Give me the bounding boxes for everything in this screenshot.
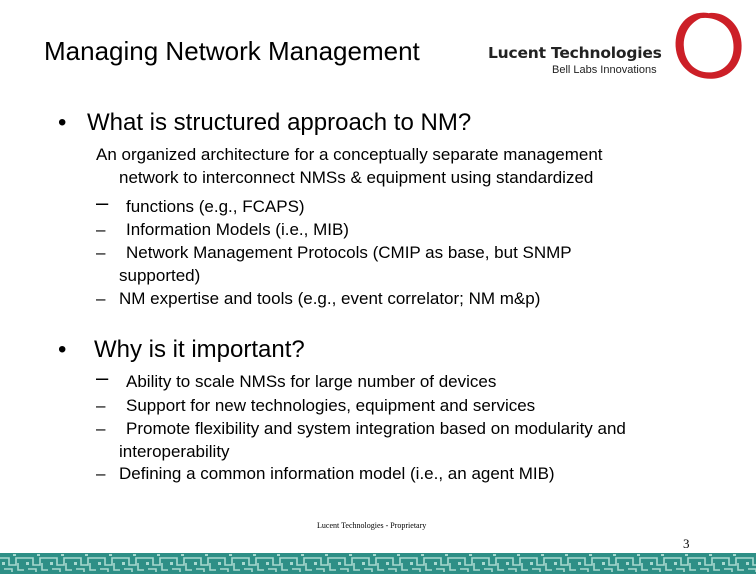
- footer-pattern-strip: [0, 553, 756, 574]
- list-item-text: NM expertise and tools (e.g., event correlator; NM m&p): [119, 289, 541, 308]
- list-item-text: Ability to scale NMSs for large number of devices: [126, 372, 497, 391]
- brand-wordmark: [488, 44, 662, 76]
- list-item-dash: –: [96, 365, 109, 390]
- slide-title: Managing Network Management: [44, 36, 420, 66]
- list-item-text: Promote flexibility and system integration based on modularity and: [126, 419, 626, 438]
- section-1-bullet: •: [58, 109, 67, 136]
- list-item-dash: –: [96, 243, 106, 262]
- list-item-text: Information Models (i.e., MIB): [126, 220, 349, 239]
- list-item-text-continued: interoperability: [119, 442, 230, 461]
- section-2-bullet: •: [58, 336, 67, 363]
- list-item-dash: –: [96, 419, 106, 438]
- lucent-innovation-ring-icon: [670, 4, 746, 86]
- list-item-dash: –: [96, 396, 106, 415]
- section-1-heading: What is structured approach to NM?: [87, 109, 472, 136]
- footer-proprietary-notice: Lucent Technologies - Proprietary: [317, 521, 427, 530]
- section-1-intro-line-2: network to interconnect NMSs & equipment using standardized: [119, 168, 594, 187]
- list-item-text: Network Management Protocols (CMIP as base, but SNMP: [126, 243, 572, 262]
- logo-ring: [676, 13, 742, 79]
- list-item-dash: –: [96, 464, 106, 483]
- section-2-heading: Why is it important?: [94, 336, 305, 363]
- list-item-text: Defining a common information model (i.e., an agent MIB): [119, 464, 555, 483]
- page-number: 3: [683, 536, 690, 551]
- list-item-dash: –: [96, 220, 106, 239]
- brand-tagline: Bell Labs Innovations: [552, 64, 657, 76]
- list-item-text-continued: supported): [119, 266, 201, 285]
- list-item-text: Support for new technologies, equipment and services: [126, 396, 536, 415]
- section-1-intro-line-1: An organized architecture for a conceptually separate management: [96, 145, 603, 164]
- list-item-dash: –: [96, 190, 109, 215]
- list-item-text: functions (e.g., FCAPS): [126, 197, 305, 216]
- brand-name: Lucent Technologies: [488, 44, 662, 62]
- list-item-dash: –: [96, 289, 106, 308]
